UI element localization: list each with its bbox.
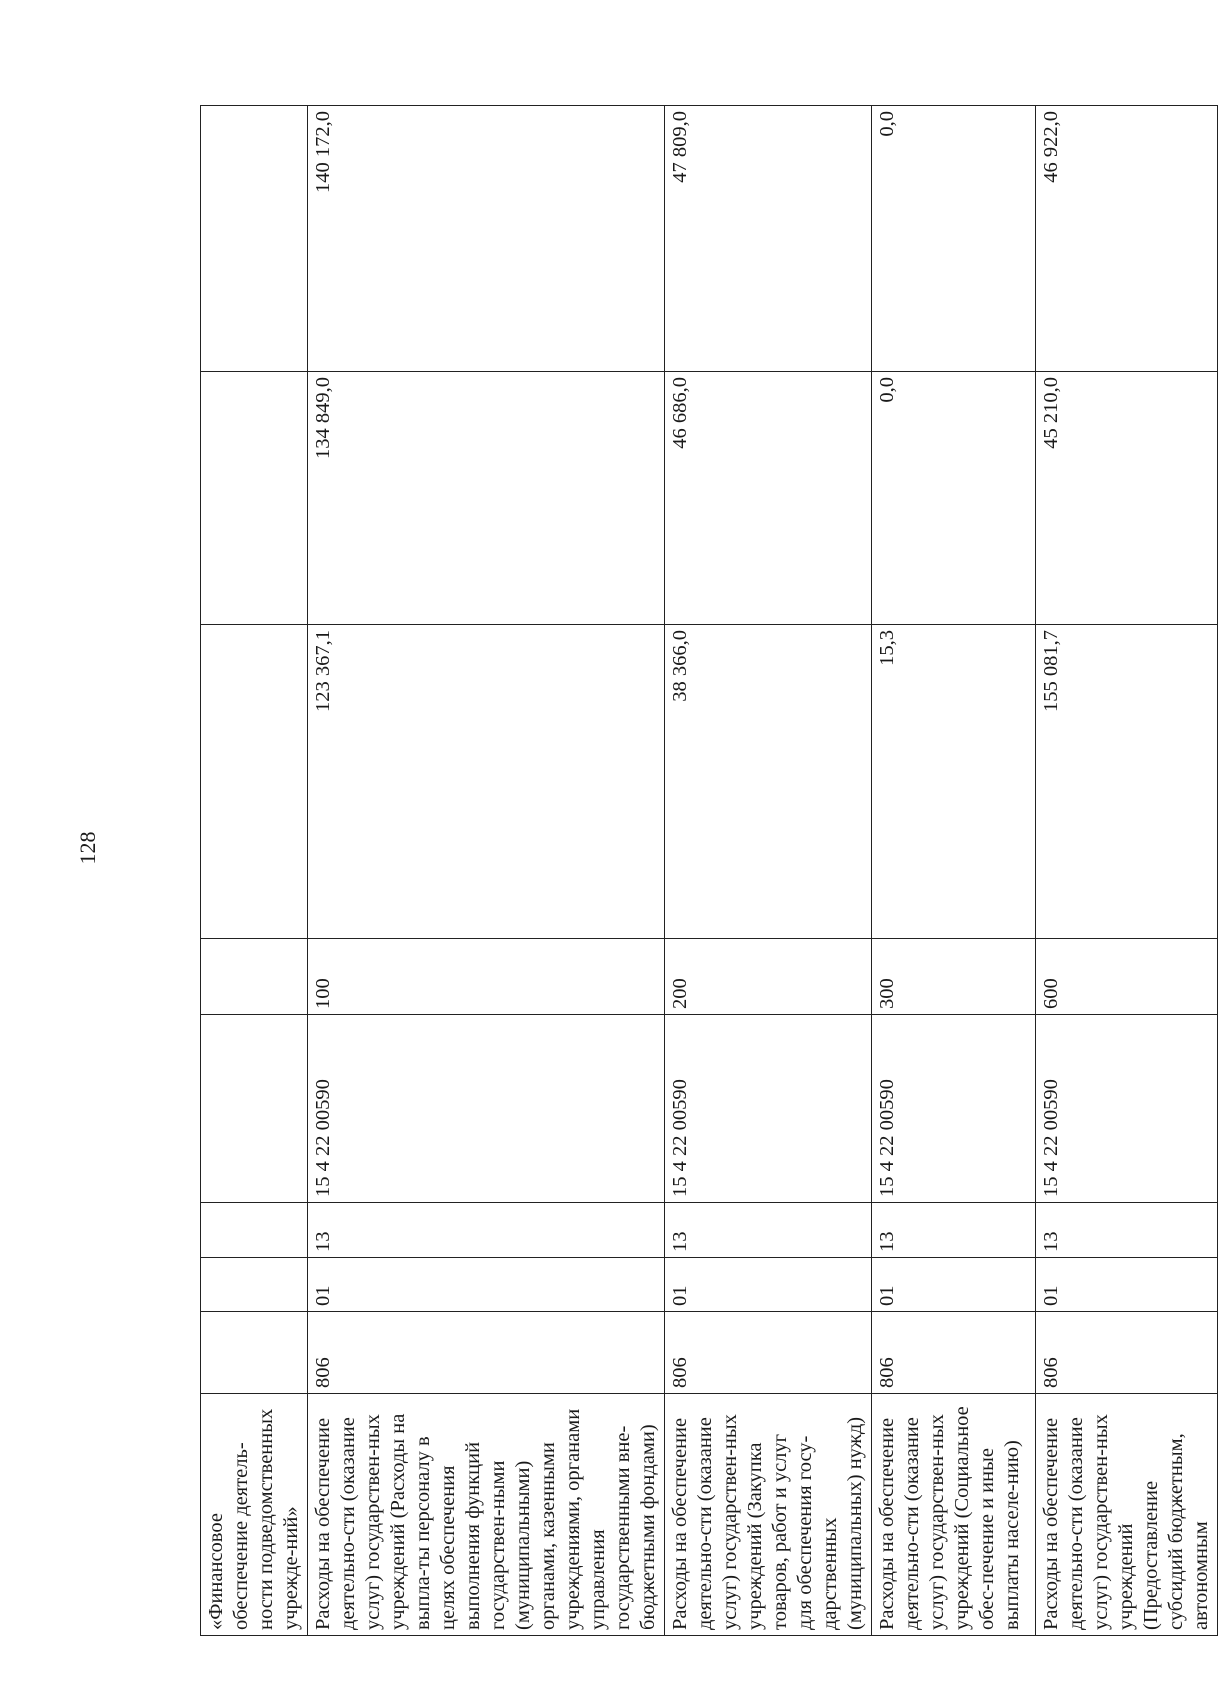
table-row (1036, 106, 1218, 1636)
ministry-code-cell: 806 (872, 1312, 1036, 1394)
amount-1-cell: 155 081,7 (1036, 625, 1218, 939)
rotated-table-container (200, 106, 1218, 1636)
ministry-code-cell: 806 (665, 1312, 872, 1394)
section-code-cell: 01 (1036, 1258, 1218, 1312)
section-code-cell (201, 1258, 308, 1312)
section-code-cell: 01 (665, 1258, 872, 1312)
amount-1-cell: 123 367,1 (308, 625, 665, 939)
amount-3-cell (201, 106, 308, 372)
amount-2-cell: 0,0 (872, 372, 1036, 625)
target-article-cell (201, 1015, 308, 1203)
amount-3-cell: 0,0 (872, 106, 1036, 372)
section-code-cell: 01 (308, 1258, 665, 1312)
expense-type-cell: 100 (308, 939, 665, 1015)
section-code-cell: 01 (872, 1258, 1036, 1312)
ministry-code-cell: 806 (308, 1312, 665, 1394)
table-row (872, 106, 1036, 1636)
amount-3-cell: 46 922,0 (1036, 106, 1218, 372)
amount-1-cell: 38 366,0 (665, 625, 872, 939)
target-article-cell: 15 4 22 00590 (665, 1015, 872, 1203)
expense-name-cell: Расходы на обеспечение деятельно-сти (оказание услуг) государствен-ных учреждений (Расходы на выпла-ты персоналу в целях обеспечения выполнения функций государствен-ными (муниципальными) органами, казенными учреждениями, органами управления государственными вне-бюджетными фондами) (308, 1394, 665, 1636)
page-number: 128 (75, 831, 100, 865)
table-row (308, 106, 665, 1636)
expense-name-cell: Расходы на обеспечение деятельно-сти (оказание услуг) государствен-ных учреждений (Предоставление субсидий бюджетным, автономным (1036, 1394, 1218, 1636)
table-row (665, 106, 872, 1636)
target-article-cell: 15 4 22 00590 (308, 1015, 665, 1203)
expense-name-cell: Расходы на обеспечение деятельно-сти (оказание услуг) государствен-ных учреждений (Социальное обес-печение и иные выплаты населе-нию) (872, 1394, 1036, 1636)
amount-2-cell: 45 210,0 (1036, 372, 1218, 625)
budget-table (200, 105, 1218, 1636)
amount-1-cell: 15,3 (872, 625, 1036, 939)
subsection-code-cell: 13 (308, 1203, 665, 1258)
expense-name-cell: «Финансовое обеспечение деятель-ности подведомственных учрежде-ний» (201, 1394, 308, 1636)
amount-2-cell (201, 372, 308, 625)
target-article-cell: 15 4 22 00590 (1036, 1015, 1218, 1203)
expense-type-cell: 600 (1036, 939, 1218, 1015)
subsection-code-cell: 13 (872, 1203, 1036, 1258)
expense-type-cell: 200 (665, 939, 872, 1015)
expense-name-cell: Расходы на обеспечение деятельно-сти (оказание услуг) государствен-ных учреждений (Закупка товаров, работ и услуг для обеспечения госу-дарственных (муниципальных) нужд) (665, 1394, 872, 1636)
target-article-cell: 15 4 22 00590 (872, 1015, 1036, 1203)
amount-2-cell: 134 849,0 (308, 372, 665, 625)
expense-type-cell (201, 939, 308, 1015)
subsection-code-cell (201, 1203, 308, 1258)
subsection-code-cell: 13 (665, 1203, 872, 1258)
amount-2-cell: 46 686,0 (665, 372, 872, 625)
amount-3-cell: 140 172,0 (308, 106, 665, 372)
ministry-code-cell: 806 (1036, 1312, 1218, 1394)
amount-3-cell: 47 809,0 (665, 106, 872, 372)
amount-1-cell (201, 625, 308, 939)
subsection-code-cell: 13 (1036, 1203, 1218, 1258)
expense-type-cell: 300 (872, 939, 1036, 1015)
ministry-code-cell (201, 1312, 308, 1394)
table-row (201, 106, 308, 1636)
